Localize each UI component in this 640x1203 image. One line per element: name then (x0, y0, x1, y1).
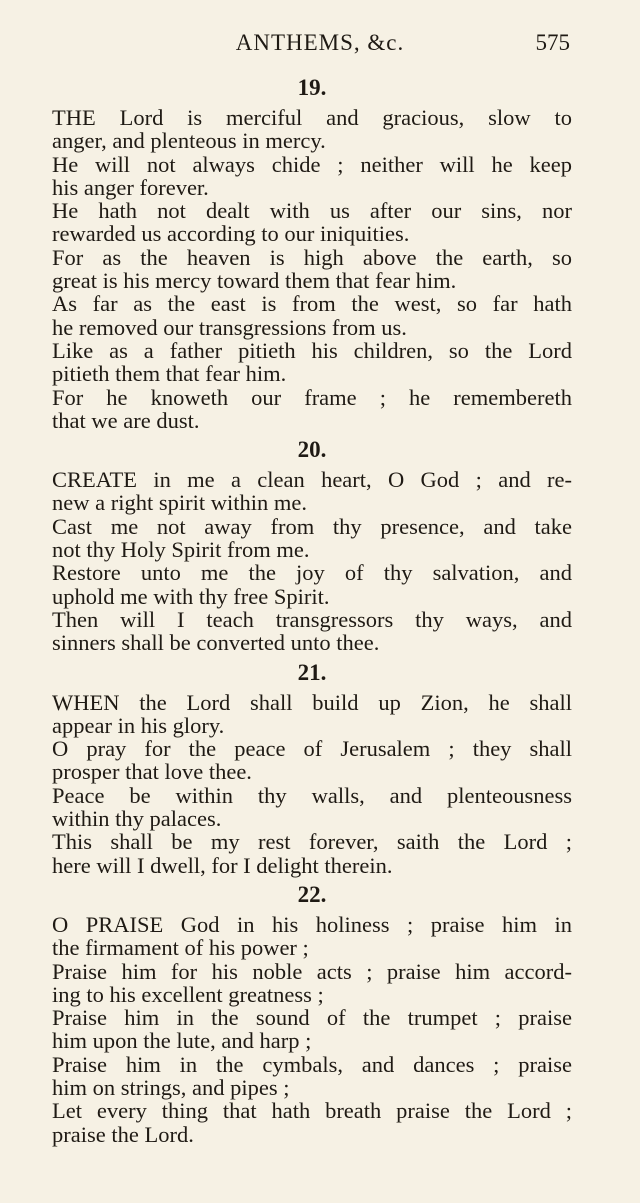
verse-line: him upon the lute, and harp ; (52, 1028, 312, 1054)
verse (52, 691, 572, 738)
verse (52, 386, 572, 433)
verse-line: Like as a father pitieth his children, so the Lord (52, 337, 572, 363)
anthem-section (52, 655, 572, 877)
verse-line: Praise him in the sound of the trumpet ; praise (52, 1005, 572, 1031)
verse (52, 339, 572, 386)
verse-line: WHEN the Lord shall build up Zion, he shall (52, 689, 572, 715)
verse-line: For he knoweth our frame ; he remembereth (52, 384, 572, 410)
verse-line: Then will I teach transgressors thy ways, and (52, 606, 572, 632)
verse (52, 561, 572, 608)
verse (52, 292, 572, 339)
verse (52, 608, 572, 655)
verse (52, 199, 572, 246)
verse-line: him on strings, and pipes ; (52, 1074, 290, 1100)
verse-line: praise the Lord. (52, 1121, 194, 1147)
verse-line: Restore unto me the joy of thy salvation, and (52, 560, 572, 586)
verse-line: the firmament of his power ; (52, 935, 309, 961)
verse (52, 153, 572, 200)
verse-line: As far as the east is from the west, so far hath (52, 291, 572, 317)
verse-line: Cast me not away from thy presence, and take (52, 513, 572, 539)
verse-line: CREATE in me a clean heart, O God ; and re- (52, 467, 572, 493)
verse-line: He will not always chide ; neither will he keep (52, 151, 572, 177)
verse (52, 913, 572, 960)
verse (52, 960, 572, 1007)
verse-line: Let every thing that hath breath praise the Lord ; (52, 1098, 572, 1124)
verse-line: Peace be within thy walls, and plenteousness (52, 782, 572, 808)
verse (52, 1099, 572, 1146)
verse-line: rewarded us according to our iniquities. (52, 221, 410, 247)
verse-line: within thy palaces. (52, 806, 222, 832)
verse-line: that we are dust. (52, 407, 200, 433)
anthem-text-body (52, 70, 572, 1146)
verse-line: his anger forever. (52, 174, 209, 200)
verse-line: here will I dwell, for I delight therein. (52, 852, 393, 878)
running-head: ANTHEMS, &c. (235, 30, 405, 55)
verse-line: THE Lord is merciful and gracious, slow to (52, 105, 572, 130)
anthem-section (52, 877, 572, 1146)
verse (52, 1006, 572, 1053)
verse (52, 784, 572, 831)
verse-line: Praise him in the cymbals, and dances ; praise (52, 1051, 572, 1077)
verse-line: He hath not dealt with us after our sins, nor (52, 198, 572, 224)
verse-line: new a right spirit within me. (52, 490, 307, 516)
verse-line: prosper that love thee. (52, 759, 252, 785)
verse (52, 515, 572, 562)
verse-line: sinners shall be converted unto thee. (52, 630, 380, 656)
verse (52, 468, 572, 515)
anthem-number: 19. (297, 75, 327, 100)
verse (52, 737, 572, 784)
verse-line: This shall be my rest forever, saith the Lord ; (52, 829, 572, 855)
verse-line: O pray for the peace of Jerusalem ; they shall (52, 736, 572, 762)
page-number: 575 (535, 30, 570, 55)
anthem-number: 21. (297, 659, 327, 685)
verse-line: great is his mercy toward them that fear him. (52, 268, 457, 294)
verse-line: appear in his glory. (52, 712, 225, 738)
verse (52, 1053, 572, 1100)
page-header (0, 30, 640, 56)
anthem-section (52, 432, 572, 654)
verse-line: pitieth them that fear him. (52, 361, 287, 387)
verse (52, 246, 572, 293)
verse-line: O PRAISE God in his holiness ; praise him in (52, 911, 572, 937)
anthem-number: 22. (297, 881, 327, 907)
anthem-number: 20. (297, 437, 327, 463)
verse-line: anger, and plenteous in mercy. (52, 128, 326, 154)
verse-line: uphold me with thy free Spirit. (52, 583, 330, 609)
verse-line: Praise him for his noble acts ; praise him accord- (52, 958, 572, 984)
verse (52, 106, 572, 153)
verse-line: ing to his excellent greatness ; (52, 981, 324, 1007)
verse-line: For as the heaven is high above the earth, so (52, 244, 572, 270)
verse-line: not thy Holy Spirit from me. (52, 537, 310, 563)
verse (52, 830, 572, 877)
anthem-section (52, 70, 572, 432)
verse-line: he removed our transgressions from us. (52, 314, 407, 340)
